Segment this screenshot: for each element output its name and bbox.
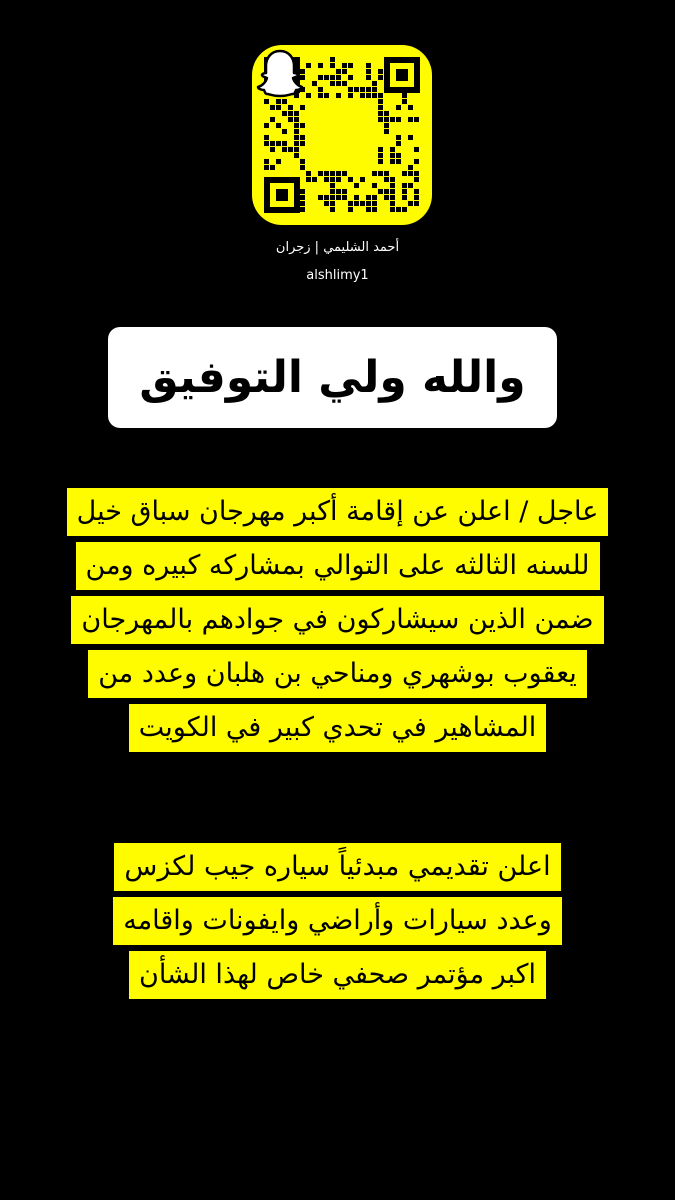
announcement-1-line	[0, 704, 675, 752]
profile-username: alshlimy1	[306, 268, 369, 283]
caption-main: والله ولي التوفيق	[108, 327, 557, 428]
announcement-1-line	[0, 488, 675, 536]
announcement-2	[0, 843, 675, 1005]
announcement-1-text: ضمن الذين سيشاركون في جوادهم بالمهرجان	[71, 596, 603, 644]
announcement-1	[0, 488, 675, 758]
announcement-1-line	[0, 650, 675, 698]
announcement-1-text: يعقوب بوشهري ومناحي بن هلبان وعدد من	[88, 650, 587, 698]
announcement-1-text: للسنه الثالثه على التوالي بمشاركه كبيره ومن	[76, 542, 600, 590]
snapcode[interactable]	[252, 45, 432, 225]
announcement-1-line	[0, 542, 675, 590]
snapchat-ghost-icon	[252, 45, 308, 101]
announcement-1-text: عاجل / اعلن عن إقامة أكبر مهرجان سباق خيل	[67, 488, 609, 536]
announcement-2-line	[0, 843, 675, 891]
announcement-1-text: المشاهير في تحدي كبير في الكويت	[129, 704, 547, 752]
announcement-2-text: اعلن تقديمي مبدئياً سياره جيب لكزس	[114, 843, 560, 891]
announcement-2-line	[0, 897, 675, 945]
profile-name: أحمد الشليمي | زجران	[275, 240, 400, 255]
announcement-2-text: وعدد سيارات وأراضي وايفونات واقامه	[113, 897, 562, 945]
announcement-2-text: اكبر مؤتمر صحفي خاص لهذا الشأن	[129, 951, 546, 999]
announcement-2-line	[0, 951, 675, 999]
announcement-1-line	[0, 596, 675, 644]
